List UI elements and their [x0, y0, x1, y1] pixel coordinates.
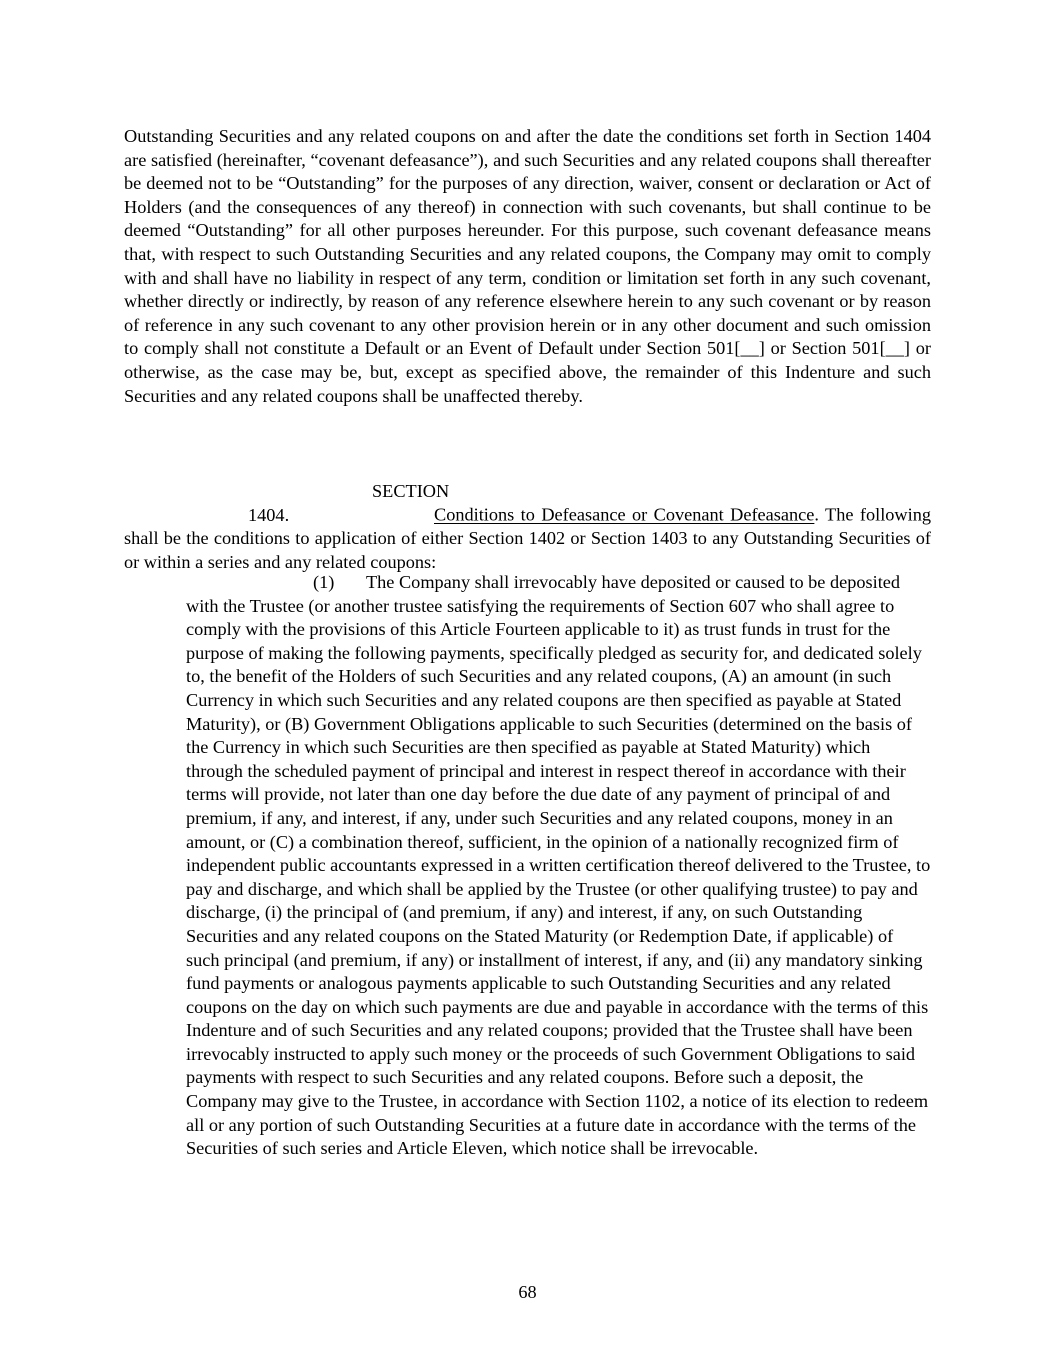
section-1404-paragraph: [124, 480, 931, 574]
condition-item-1: [186, 571, 931, 1161]
page-number: 68: [518, 1282, 537, 1302]
section-title-period: .: [814, 504, 819, 525]
section-number: SECTION 1404.: [248, 481, 450, 525]
section-title: Conditions to Defeasance or Covenant Defeasance: [434, 504, 815, 525]
section-body-text: The following shall be the conditions to application of either Section 1402 or Section 1403 to any Outstanding Securities of or within a series and any related coupons:: [124, 504, 931, 572]
item-number: (1): [313, 572, 335, 592]
item-text: The Company shall irrevocably have deposited or caused to be deposited with the Trustee (or another trustee satisfying the requirements of Section 607 who shall agree to comply with the provisions of this Article Fourteen applicable to it) as trust funds in trust for the purpose of making the following payments, specifically pledged as security for, and dedicated solely to, the benefit of the Holders of such Securities and any related coupons, (A) an amount (in such Currency in which such Securities and any related coupons are then specified as payable at Stated Maturity), or (B) Government Obligations applicable to such Securities (determined on the basis of the Currency in which such Securities are then specified as payable at Stated Maturity) which through the scheduled payment of principal and interest in respect thereof in accordance with their terms will provide, not later than one day before the due date of any payment of principal of and premium, if any, and interest, if any, under such Securities and any related coupons, money in an amount, or (C) a combination thereof, sufficient, in the opinion of a nationally recognized firm of independent public accountants expressed in a written certification thereof delivered to the Trustee, to pay and discharge, and which shall be applied by the Trustee (or other qualifying trustee) to pay and discharge, (i) the principal of (and premium, if any) and interest, if any, on such Outstanding Securities and any related coupons on the Stated Maturity (or Redemption Date, if applicable) of such principal (and premium, if any) or installment of interest, if any, and (ii) any mandatory sinking fund payments or analogous payments applicable to such Outstanding Securities and any related coupons on the day on which such payments are due and payable in accordance with the terms of this Indenture and of such Securities and any related coupons; provided that the Trustee shall have been irrevocably instructed to apply such money or the proceeds of such Government Obligations to said payments with respect to such Securities and any related coupons. Before such a deposit, the Company may give to the Trustee, in accordance with Section 1102, a notice of its election to redeem all or any portion of such Outstanding Securities at a future date in accordance with the terms of the Securities of such series and Article Eleven, which notice shall be irrevocable.: [186, 572, 931, 1159]
continued-paragraph: Outstanding Securities and any related coupons on and after the date the conditions set forth in Section 1404 are satisfied (hereinafter, “covenant defeasance”), and such Securities and any related coupons shall thereafter be deemed not to be “Outstanding” for the purposes of any direction, waiver, consent or declaration or Act of Holders (and the consequences of any thereof) in connection with such covenants, but shall continue to be deemed “Outstanding” for all other purposes hereunder. For this purpose, such covenant defeasance means that, with respect to such Outstanding Securities and any related coupons, the Company may omit to comply with and shall have no liability in respect of any term, condition or limitation set forth in any such covenant, whether directly or indirectly, by reason of any reference elsewhere herein to any such covenant or by reason of reference in any such covenant to any other provision herein or in any other document and such omission to comply shall not constitute a Default or an Event of Default under Section 501[__] or Section 501[__] or otherwise, as the case may be, but, except as specified above, the remainder of this Indenture and such Securities and any related coupons shall be unaffected thereby.: [124, 126, 931, 406]
